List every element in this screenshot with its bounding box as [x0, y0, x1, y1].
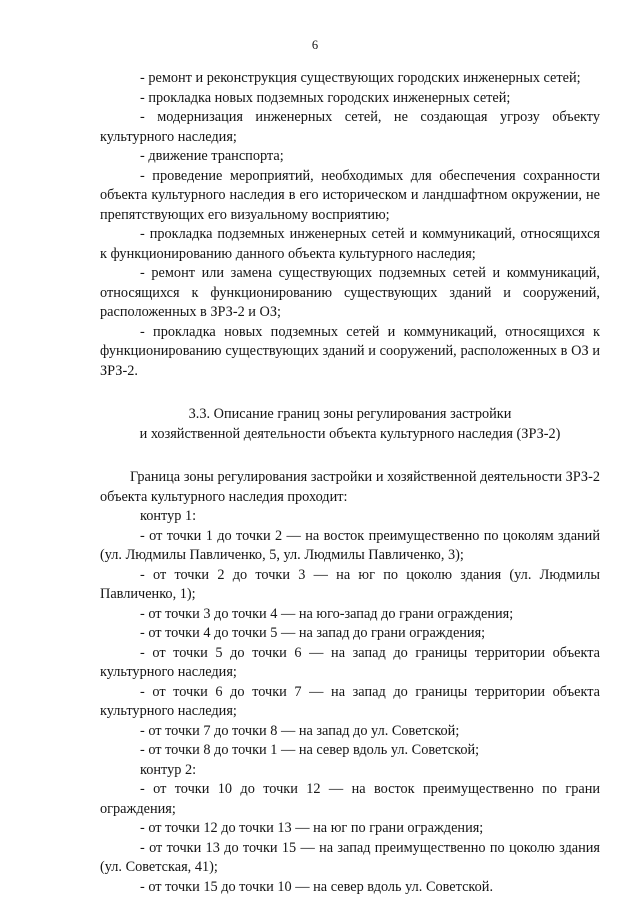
- list-item: - от точки 2 до точки 3 — на юг по цоколю здания (ул. Людмилы Павличенко, 1);: [100, 566, 600, 602]
- section-intro: Граница зоны регулирования застройки и хозяйственной деятельности ЗРЗ-2 объекта культурного наследия проходит:: [100, 469, 600, 505]
- page-number: 6: [311, 38, 319, 52]
- contour-2-list: [100, 780, 600, 897]
- list-item: - ремонт или замена существующих подземных сетей и коммуникаций, относящихся к функционированию существующих зданий и сооружений, расположенных в ЗРЗ-2 и ОЗ;: [100, 265, 600, 320]
- contour-1-label: контур 1:: [140, 508, 197, 524]
- list-item: - от точки 5 до точки 6 — на запад до границы территории объекта культурного наследия;: [100, 644, 600, 680]
- spacer: [100, 444, 600, 468]
- contour-1-list: [100, 527, 600, 761]
- list-item: - движение транспорта;: [140, 148, 284, 164]
- contour-2-label: контур 2:: [140, 761, 197, 778]
- list-item: - прокладка новых подземных сетей и коммуникаций, относящихся к функционированию существующих зданий и сооружений, расположенных в ОЗ и ЗРЗ-2.: [100, 323, 600, 379]
- list-item: - от точки 12 до точки 13 — на юг по грани ограждения;: [140, 820, 484, 836]
- list-item: - модернизация инженерных сетей, не создающая угрозу объекту культурного наследия;: [100, 109, 600, 145]
- document-body: [100, 69, 600, 897]
- list-item: - от точки 7 до точки 8 — на запад до ул. Советской;: [140, 722, 460, 739]
- list-item: - от точки 3 до точки 4 — на юго-запад до грани ограждения;: [140, 605, 514, 622]
- list-item: - от точки 10 до точки 12 — на восток преимущественно по грани ограждения;: [100, 781, 600, 817]
- section-heading: [100, 405, 600, 444]
- section-heading-line: 3.3. Описание границ зоны регулирования застройки: [188, 406, 512, 422]
- list-item: - от точки 15 до точки 10 — на север вдоль ул. Советской.: [140, 878, 494, 895]
- list-item: - прокладка подземных инженерных сетей и коммуникаций, относящихся к функционированию данного объекта культурного наследия;: [100, 226, 600, 262]
- list-item: - прокладка новых подземных городских инженерных сетей;: [140, 89, 511, 106]
- list-item: - от точки 4 до точки 5 — на запад до грани ограждения;: [140, 625, 486, 641]
- section-heading-line: и хозяйственной деятельности объекта культурного наследия (ЗРЗ-2): [139, 425, 561, 442]
- permitted-works-list: [100, 69, 600, 381]
- list-item: - от точки 6 до точки 7 — на запад до границы территории объекта культурного наследия;: [100, 683, 600, 719]
- list-item: - от точки 1 до точки 2 — на восток преимущественно по цоколям зданий (ул. Людмилы Павличенко, 5, ул. Людмилы Павличенко, 3);: [100, 527, 600, 563]
- list-item: - ремонт и реконструкция существующих городских инженерных сетей;: [140, 70, 581, 86]
- list-item: - от точки 8 до точки 1 — на север вдоль ул. Советской;: [140, 742, 480, 758]
- list-item: - от точки 13 до точки 15 — на запад преимущественно по цоколю здания (ул. Советская, 41);: [100, 839, 600, 875]
- list-item: - проведение мероприятий, необходимых для обеспечения сохранности объекта культурного наследия в его историческом и ландшафтном окружении, не препятствующих его визуальному восприятию;: [100, 167, 600, 223]
